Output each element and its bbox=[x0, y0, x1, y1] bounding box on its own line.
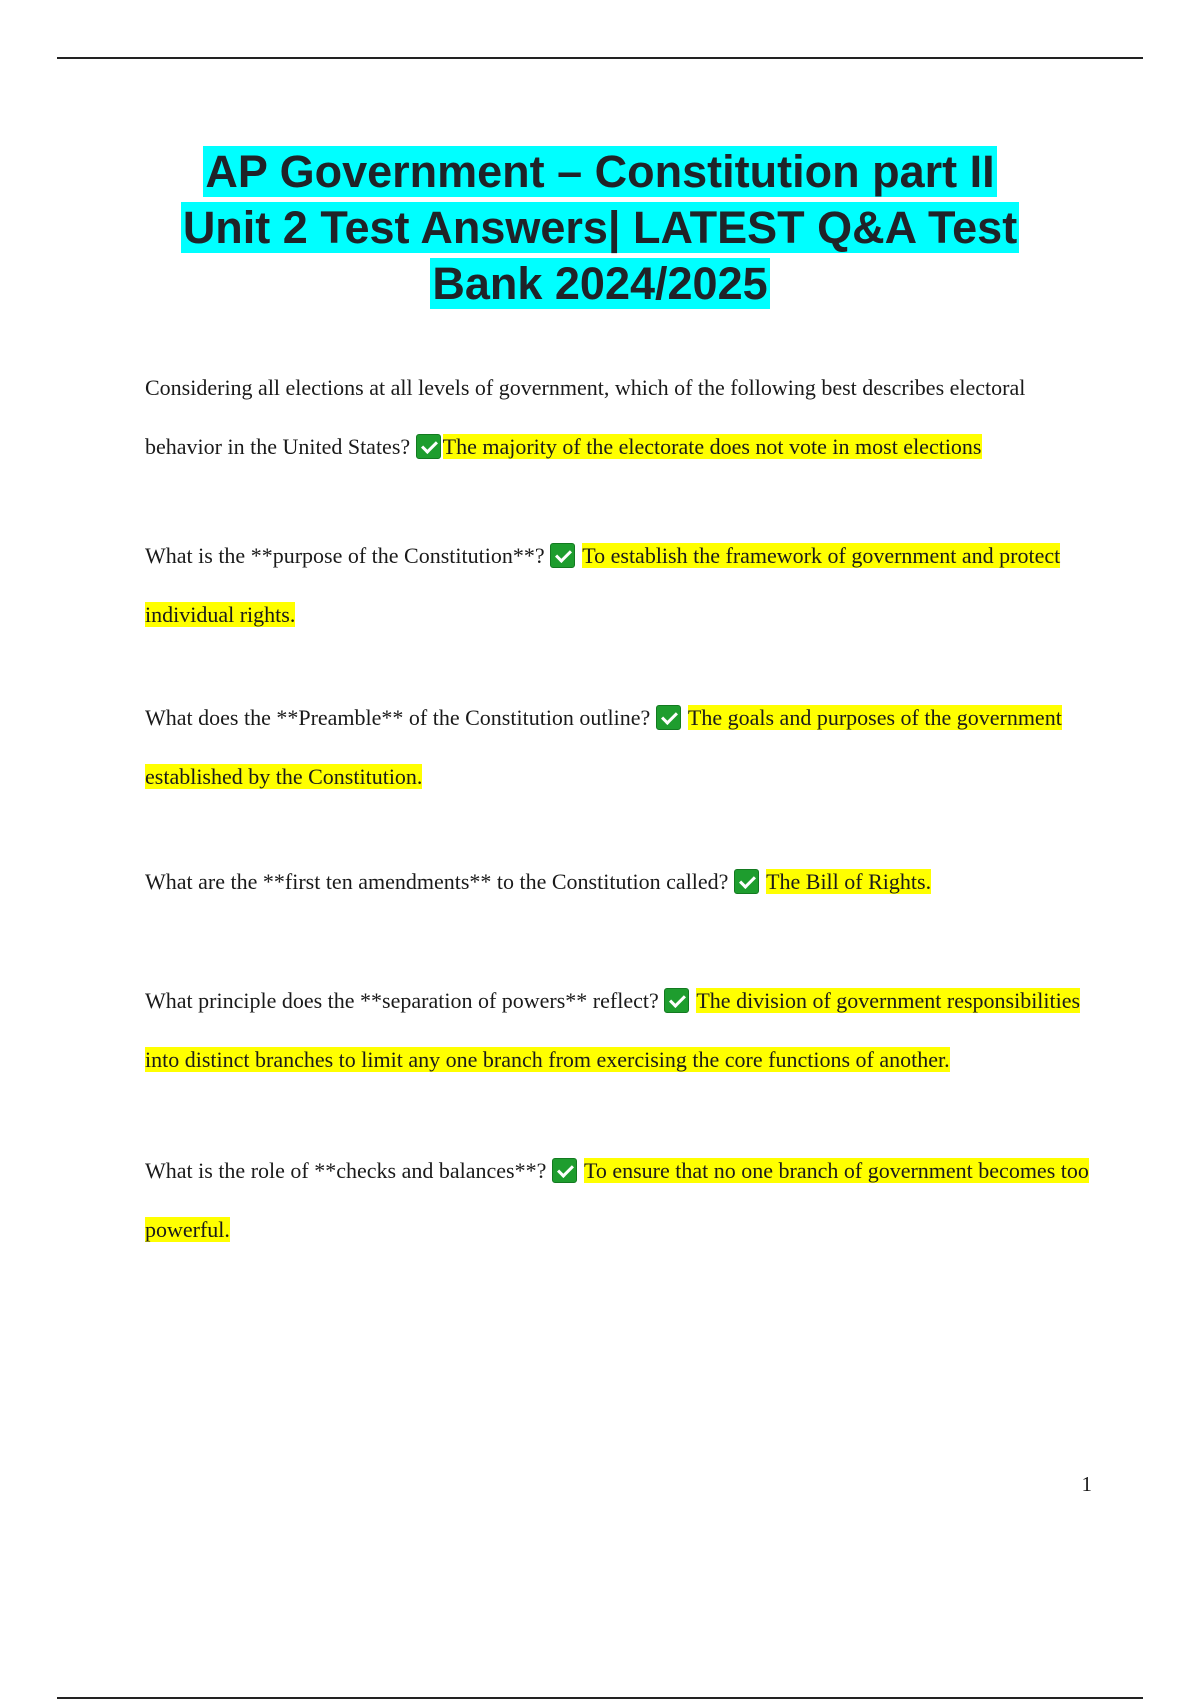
qa-item bbox=[145, 358, 1090, 476]
check-mark-icon bbox=[416, 434, 441, 459]
title-line-2: Unit 2 Test Answers| LATEST Q&A Test bbox=[182, 202, 1018, 253]
check-mark-icon bbox=[664, 988, 689, 1013]
answer-text: The majority of the electorate does not vote in most elections bbox=[442, 434, 982, 459]
answer-text: To establish the framework of government and protect individual rights. bbox=[145, 543, 1061, 627]
check-mark-icon bbox=[734, 869, 759, 894]
question-text: What does the **Preamble** of the Constitution outline? bbox=[145, 705, 651, 730]
check-mark-icon bbox=[552, 1158, 577, 1183]
bottom-rule bbox=[57, 1697, 1143, 1699]
qa-item bbox=[145, 526, 1090, 644]
check-mark-icon bbox=[656, 705, 681, 730]
answer-text: To ensure that no one branch of government becomes too powerful. bbox=[145, 1158, 1089, 1242]
question-text: What is the **purpose of the Constitution**? bbox=[145, 543, 545, 568]
question-text: What are the **first ten amendments** to the Constitution called? bbox=[145, 869, 729, 894]
answer-text: The division of government responsibilities into distinct branches to limit any one branch from exercising the core functions of another. bbox=[145, 988, 1081, 1072]
qa-item bbox=[145, 688, 1090, 806]
question-text: What principle does the **separation of powers** reflect? bbox=[145, 988, 659, 1013]
question-text: What is the role of **checks and balances**? bbox=[145, 1158, 547, 1183]
answer-text: The goals and purposes of the government established by the Constitution. bbox=[145, 705, 1062, 789]
qa-item bbox=[145, 971, 1090, 1089]
page-number: 1 bbox=[1081, 1472, 1092, 1496]
qa-item bbox=[145, 852, 1090, 911]
answer-text: The Bill of Rights. bbox=[766, 869, 932, 894]
document-title bbox=[100, 144, 1100, 312]
top-rule bbox=[57, 57, 1143, 59]
title-line-3: Bank 2024/2025 bbox=[432, 258, 768, 309]
qa-item bbox=[145, 1141, 1090, 1259]
title-line-1: AP Government – Constitution part II bbox=[205, 146, 995, 197]
check-mark-icon bbox=[550, 543, 575, 568]
question-text: Considering all elections at all levels of government, which of the following best describes electoral behavior in the United States? bbox=[145, 375, 1026, 459]
qa-list bbox=[145, 358, 1090, 1259]
